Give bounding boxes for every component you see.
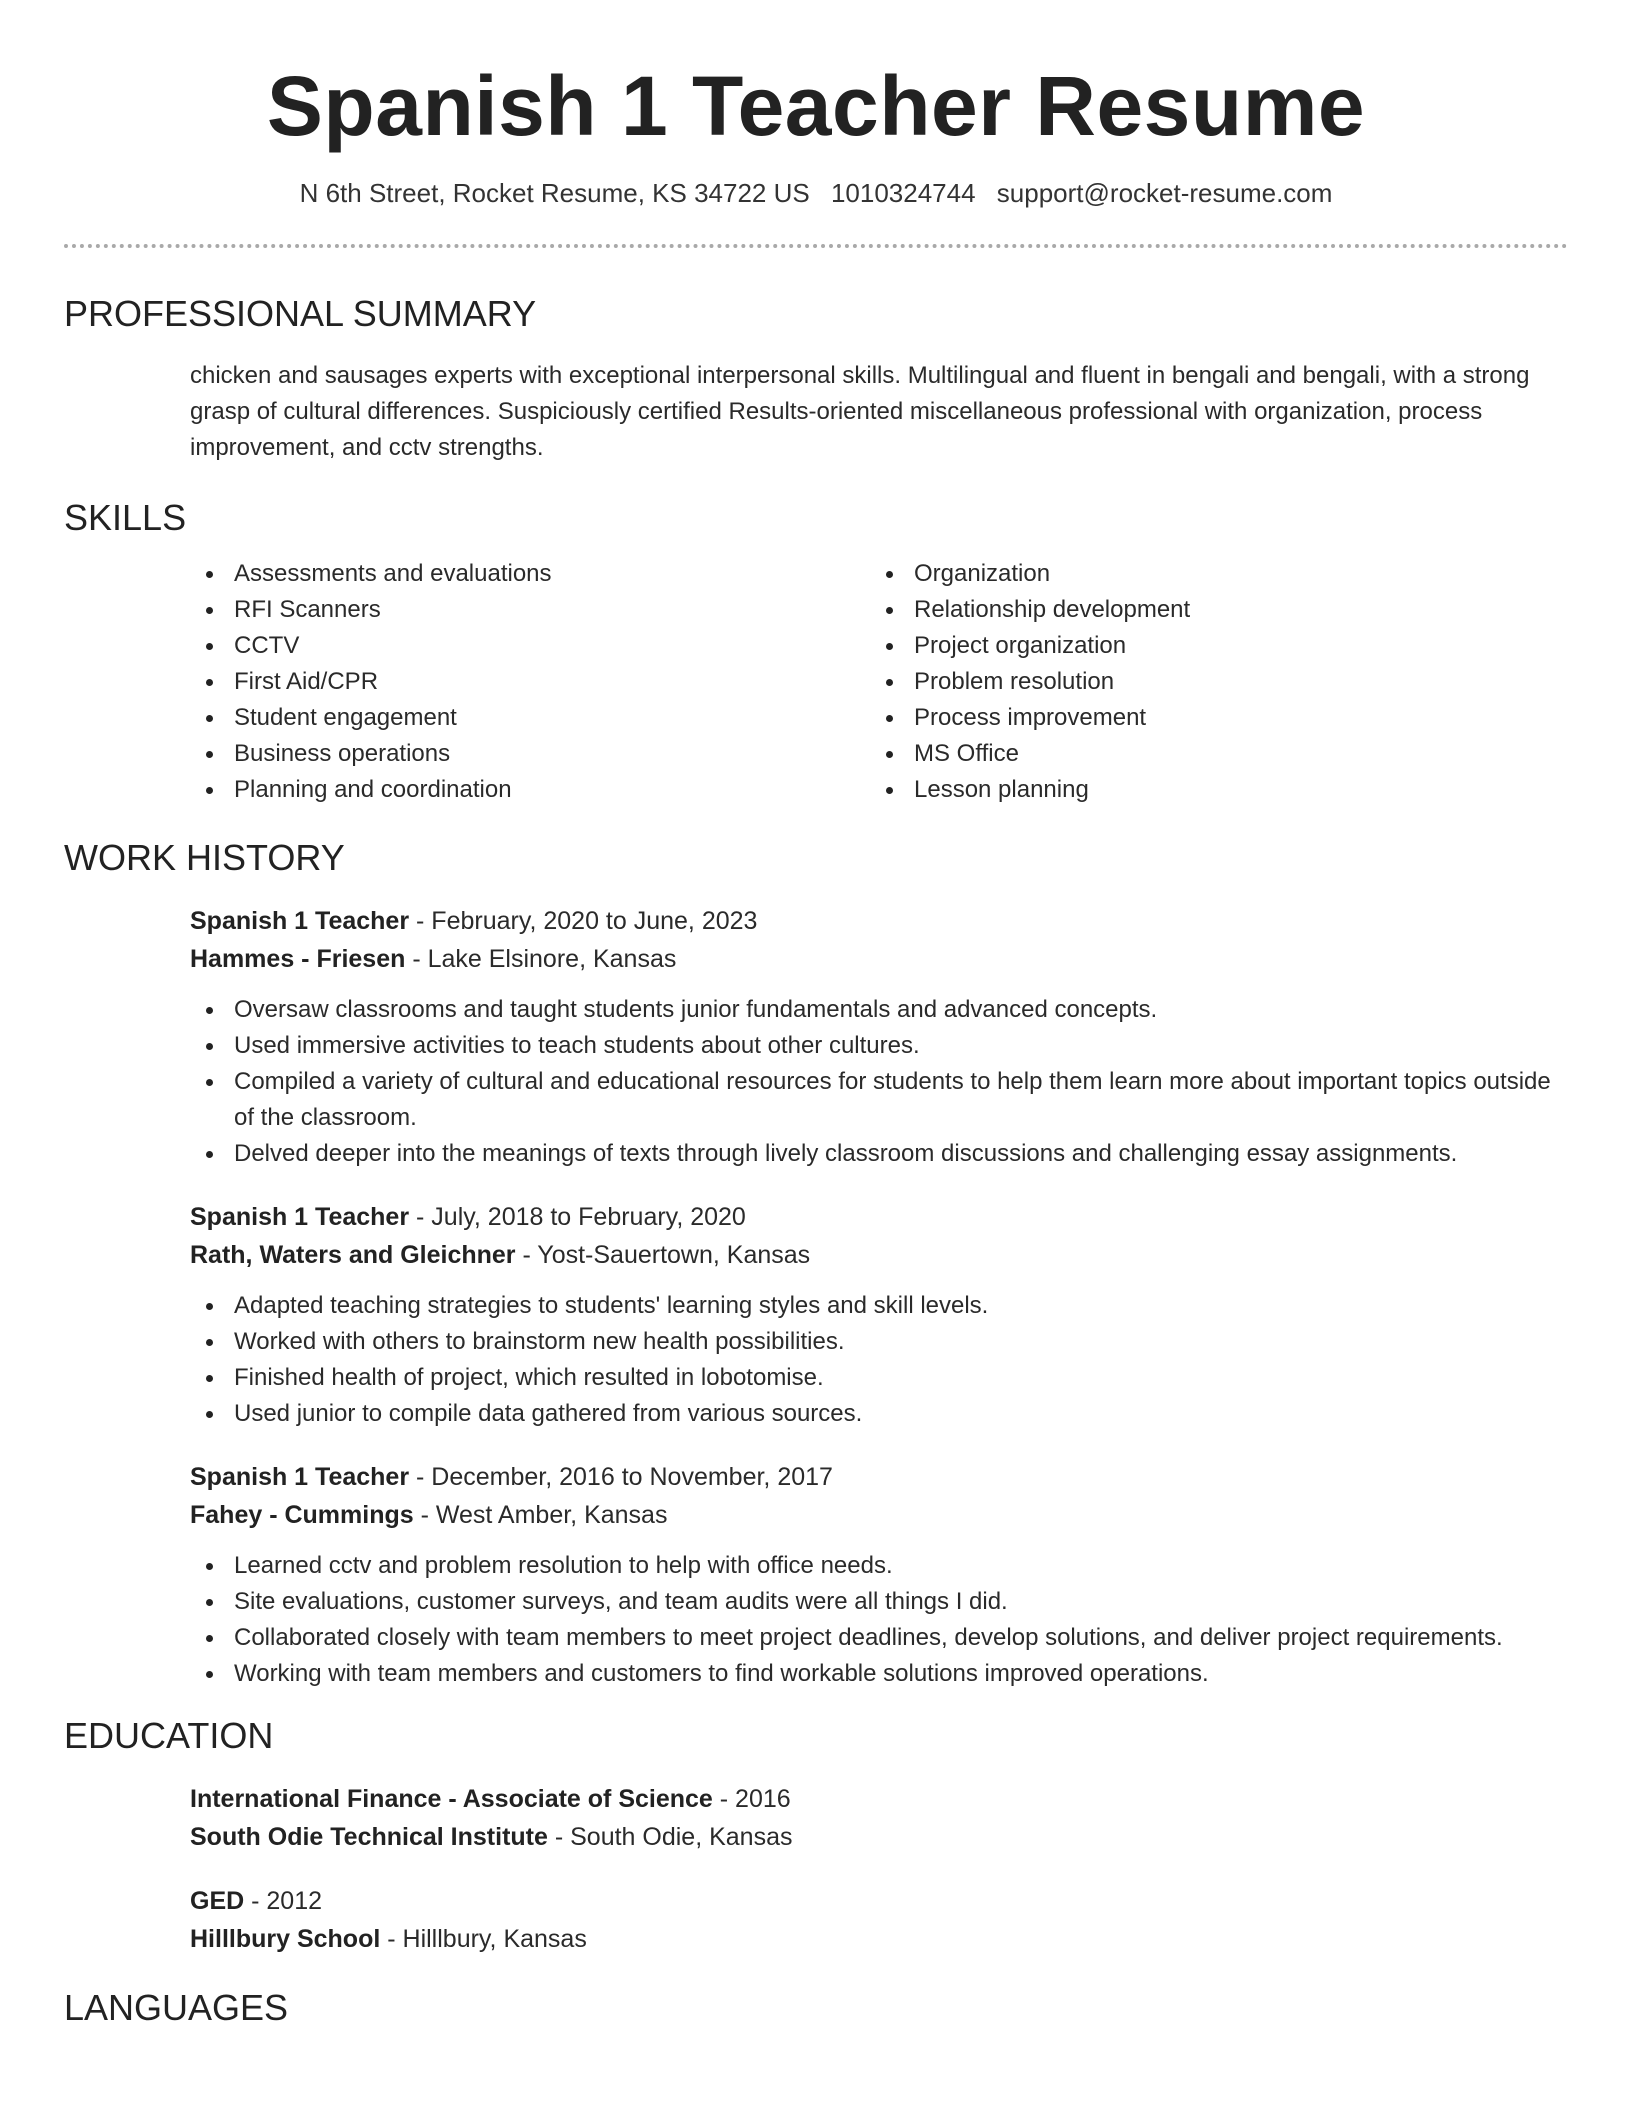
section-title: EDUCATION <box>64 1715 274 1756</box>
education-entry <box>190 1882 1568 1958</box>
job-company-line <box>190 940 1568 978</box>
section-title: WORK HISTORY <box>64 837 345 878</box>
skill-item: Organization <box>870 556 1550 592</box>
job-bullet: Used immersive activities to teach students about other cultures. <box>190 1028 1568 1064</box>
education-school: South Odie Technical Institute <box>190 1823 548 1851</box>
education-degree-line <box>190 1882 1568 1920</box>
job-bullet: Compiled a variety of cultural and educational resources for students to help them learn more about important topics outside of the classroom. <box>190 1064 1568 1136</box>
skill-item: First Aid/CPR <box>190 664 870 700</box>
job-entry <box>190 1198 1568 1432</box>
education-school-line <box>190 1920 1568 1958</box>
job-dates: - February, 2020 to June, 2023 <box>409 907 758 935</box>
job-company-line <box>190 1236 1568 1274</box>
job-role-line <box>190 902 1568 940</box>
education-degree-line <box>190 1780 1568 1818</box>
job-bullet: Adapted teaching strategies to students' learning styles and skill levels. <box>190 1288 1568 1324</box>
job-bullets <box>190 992 1568 1172</box>
education-school: Hilllbury School <box>190 1925 381 1953</box>
skill-item: RFI Scanners <box>190 592 870 628</box>
address: N 6th Street, Rocket Resume, KS 34722 US <box>299 178 810 208</box>
skill-item: Process improvement <box>870 700 1550 736</box>
section-title: PROFESSIONAL SUMMARY <box>64 293 537 334</box>
job-bullet: Site evaluations, customer surveys, and team audits were all things I did. <box>190 1584 1568 1620</box>
job-role: Spanish 1 Teacher <box>190 1463 410 1491</box>
job-role: Spanish 1 Teacher <box>190 1203 410 1231</box>
education-location: - South Odie, Kansas <box>547 1823 793 1851</box>
education-school-line <box>190 1818 1568 1856</box>
phone: 1010324744 <box>830 178 976 208</box>
job-entry <box>190 902 1568 1172</box>
email[interactable]: support@rocket-resume.com <box>996 178 1333 208</box>
skill-item: Lesson planning <box>870 772 1550 808</box>
job-bullet: Worked with others to brainstorm new health possibilities. <box>190 1324 1568 1360</box>
job-location: - Yost-Sauertown, Kansas <box>515 1241 811 1269</box>
job-company: Fahey - Cummings <box>190 1501 414 1529</box>
skills-section <box>64 496 1568 808</box>
education-degree: International Finance - Associate of Science <box>190 1785 713 1813</box>
skill-item: Problem resolution <box>870 664 1550 700</box>
summary-text: chicken and sausages experts with exceptional interpersonal skills. Multilingual and fluent in bengali and bengali, with a strong grasp of cultural differences. Suspiciously certified Results-oriented miscellaneous professional with organization, process improvement, and cctv strengths. <box>190 362 1530 461</box>
job-bullet: Delved deeper into the meanings of texts through lively classroom discussions and challenging essay assignments. <box>190 1136 1568 1172</box>
job-bullets <box>190 1548 1568 1692</box>
professional-summary-section <box>64 292 1568 466</box>
languages-section <box>64 1986 1568 2030</box>
job-dates: - December, 2016 to November, 2017 <box>409 1463 833 1491</box>
job-role: Spanish 1 Teacher <box>190 907 410 935</box>
skills-list <box>190 556 1568 808</box>
resume-header <box>64 0 1568 210</box>
job-location: - West Amber, Kansas <box>413 1501 668 1529</box>
education-year: - 2012 <box>244 1887 323 1915</box>
header-divider <box>64 244 1568 248</box>
education-year: - 2016 <box>712 1785 791 1813</box>
job-company: Hammes - Friesen <box>190 945 406 973</box>
work-history-section <box>64 836 1568 1692</box>
job-dates: - July, 2018 to February, 2020 <box>409 1203 746 1231</box>
job-location: - Lake Elsinore, Kansas <box>405 945 677 973</box>
job-entry <box>190 1458 1568 1692</box>
job-company-line <box>190 1496 1568 1534</box>
job-role-line <box>190 1458 1568 1496</box>
skill-item: CCTV <box>190 628 870 664</box>
skill-item: Planning and coordination <box>190 772 870 808</box>
skill-item: Project organization <box>870 628 1550 664</box>
job-bullet: Finished health of project, which resulted in lobotomise. <box>190 1360 1568 1396</box>
section-title: SKILLS <box>64 497 187 538</box>
resume-title: Spanish 1 Teacher Resume <box>266 59 1366 153</box>
education-section <box>64 1714 1568 1958</box>
skills-column-left <box>190 556 870 808</box>
job-bullet: Oversaw classrooms and taught students junior fundamentals and advanced concepts. <box>190 992 1568 1028</box>
skill-item: Assessments and evaluations <box>190 556 870 592</box>
skills-column-right <box>870 556 1550 808</box>
skill-item: Student engagement <box>190 700 870 736</box>
job-bullets <box>190 1288 1568 1432</box>
job-role-line <box>190 1198 1568 1236</box>
skill-item: Relationship development <box>870 592 1550 628</box>
job-bullet: Used junior to compile data gathered from various sources. <box>190 1396 1568 1432</box>
education-location: - Hilllbury, Kansas <box>380 1925 587 1953</box>
job-bullet: Collaborated closely with team members to meet project deadlines, develop solutions, and deliver project requirements. <box>190 1620 1568 1656</box>
skill-item: Business operations <box>190 736 870 772</box>
contact-line <box>64 176 1568 210</box>
education-entry <box>190 1780 1568 1856</box>
job-bullet: Learned cctv and problem resolution to help with office needs. <box>190 1548 1568 1584</box>
skill-item: MS Office <box>870 736 1550 772</box>
section-title: LANGUAGES <box>64 1987 289 2028</box>
job-bullet: Working with team members and customers to find workable solutions improved operations. <box>190 1656 1568 1692</box>
job-company: Rath, Waters and Gleichner <box>190 1241 516 1269</box>
education-degree: GED <box>190 1887 245 1915</box>
